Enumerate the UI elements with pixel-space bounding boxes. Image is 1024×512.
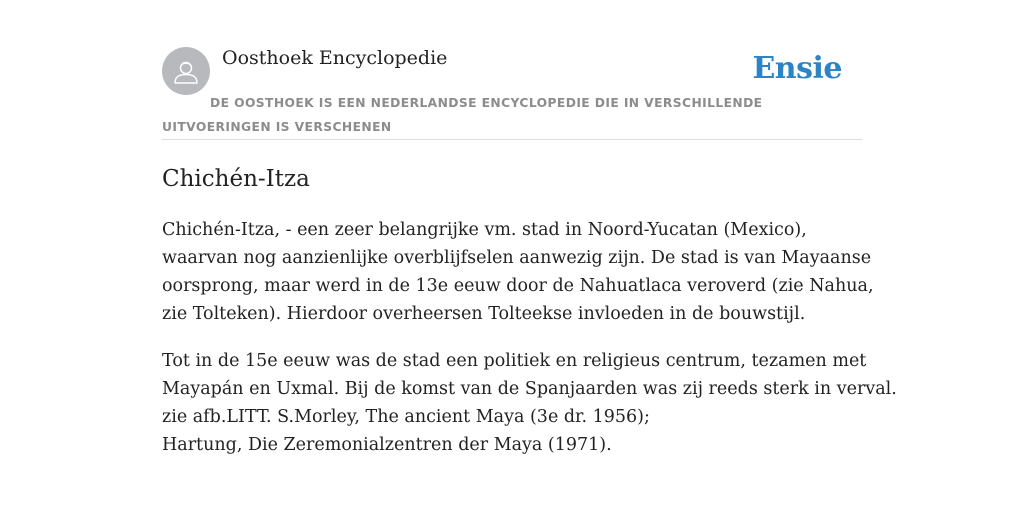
- publication-title[interactable]: Oosthoek Encyclopedie: [222, 47, 448, 69]
- publication-header: [162, 44, 862, 140]
- text-line: Chichén-Itza, - een zeer belangrijke vm. stad in Noord-Yucatan (Mexico),: [162, 220, 807, 240]
- publication-description: DE OOSTHOEK IS EEN NEDERLANDSE ENCYCLOPEDIE DIE IN VERSCHILLENDE UITVOERINGEN IS VERSCHENEN: [162, 96, 763, 134]
- text-line: Mayapán en Uxmal. Bij de komst van de Spanjaarden was zij reeds sterk in verval.: [162, 379, 897, 399]
- text-line: waarvan nog aanzienlijke overblijfselen aanwezig zijn. De stad is van Mayaanse: [162, 248, 872, 268]
- article-body: [162, 216, 897, 478]
- article-paragraph: [162, 216, 874, 328]
- article-paragraph: [162, 347, 897, 459]
- user-silhouette-icon: [162, 47, 210, 95]
- publication-avatar[interactable]: [162, 47, 210, 95]
- header-divider: [162, 139, 862, 140]
- ensie-logo[interactable]: Ensie: [752, 51, 842, 86]
- text-line: oorsprong, maar werd in de 13e eeuw door de Nahuatlaca veroverd (zie Nahua,: [162, 276, 874, 296]
- text-line: zie afb.LITT. S.Morley, The ancient Maya (3e dr. 1956);: [162, 407, 650, 427]
- text-line: Hartung, Die Zeremonialzentren der Maya (1971).: [162, 435, 612, 455]
- text-line: Tot in de 15e eeuw was de stad een politiek en religieus centrum, tezamen met: [162, 351, 867, 371]
- article-title: Chichén-Itza: [162, 166, 310, 192]
- text-line: zie Tolteken). Hierdoor overheersen Tolteekse invloeden in de bouwstijl.: [162, 304, 806, 324]
